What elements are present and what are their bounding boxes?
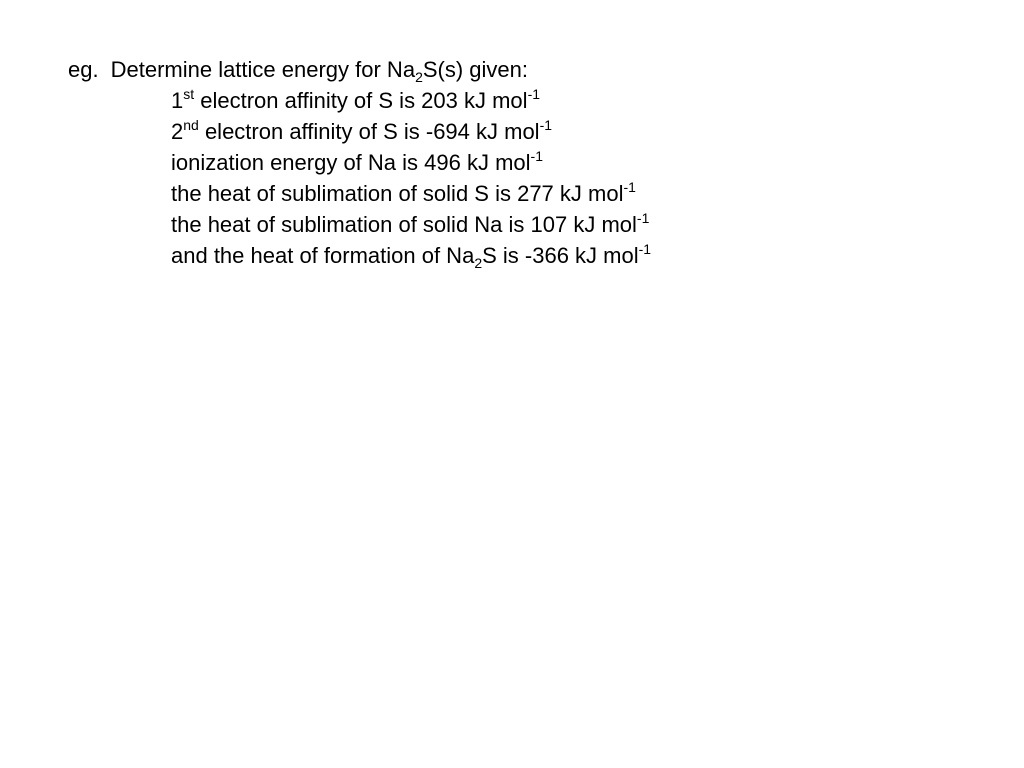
given-text: the heat of sublimation of solid S is 277 kJ mol <box>171 181 624 206</box>
given-text-part1: and the heat of formation of Na <box>171 243 475 268</box>
given-ionization-energy <box>171 148 543 175</box>
given-sublimation-s <box>171 179 636 206</box>
given-text: the heat of sublimation of solid Na is 107 kJ mol <box>171 212 637 237</box>
title-text-part1: Determine lattice energy for Na <box>110 57 416 82</box>
given-text: electron affinity of S is 203 kJ mol <box>194 88 528 113</box>
given-text: electron affinity of S is -694 kJ mol <box>198 119 540 144</box>
given-heat-of-formation <box>171 241 652 271</box>
example-prefix: eg. <box>68 57 99 82</box>
unit-exponent: -1 <box>623 179 636 195</box>
unit-exponent: -1 <box>527 86 541 102</box>
unit-exponent: -1 <box>539 117 553 133</box>
given-ordinal-number: 2 <box>171 119 184 144</box>
given-ordinal-suffix: nd <box>183 117 199 133</box>
title-text-part2: S(s) given: <box>422 57 529 82</box>
title-subscript: 2 <box>415 69 423 85</box>
given-electron-affinity-1 <box>171 86 541 113</box>
formula-subscript: 2 <box>474 255 483 271</box>
unit-exponent: -1 <box>638 241 652 257</box>
problem-statement <box>68 57 529 85</box>
given-electron-affinity-2 <box>171 117 553 144</box>
given-ordinal-number: 1 <box>171 88 184 113</box>
given-sublimation-na <box>171 210 650 237</box>
given-text: ionization energy of Na is 496 kJ mol <box>171 150 531 175</box>
unit-exponent: -1 <box>530 148 543 164</box>
unit-exponent: -1 <box>636 210 650 226</box>
given-ordinal-suffix: st <box>183 86 195 102</box>
given-text-part2: S is -366 kJ mol <box>482 243 639 268</box>
